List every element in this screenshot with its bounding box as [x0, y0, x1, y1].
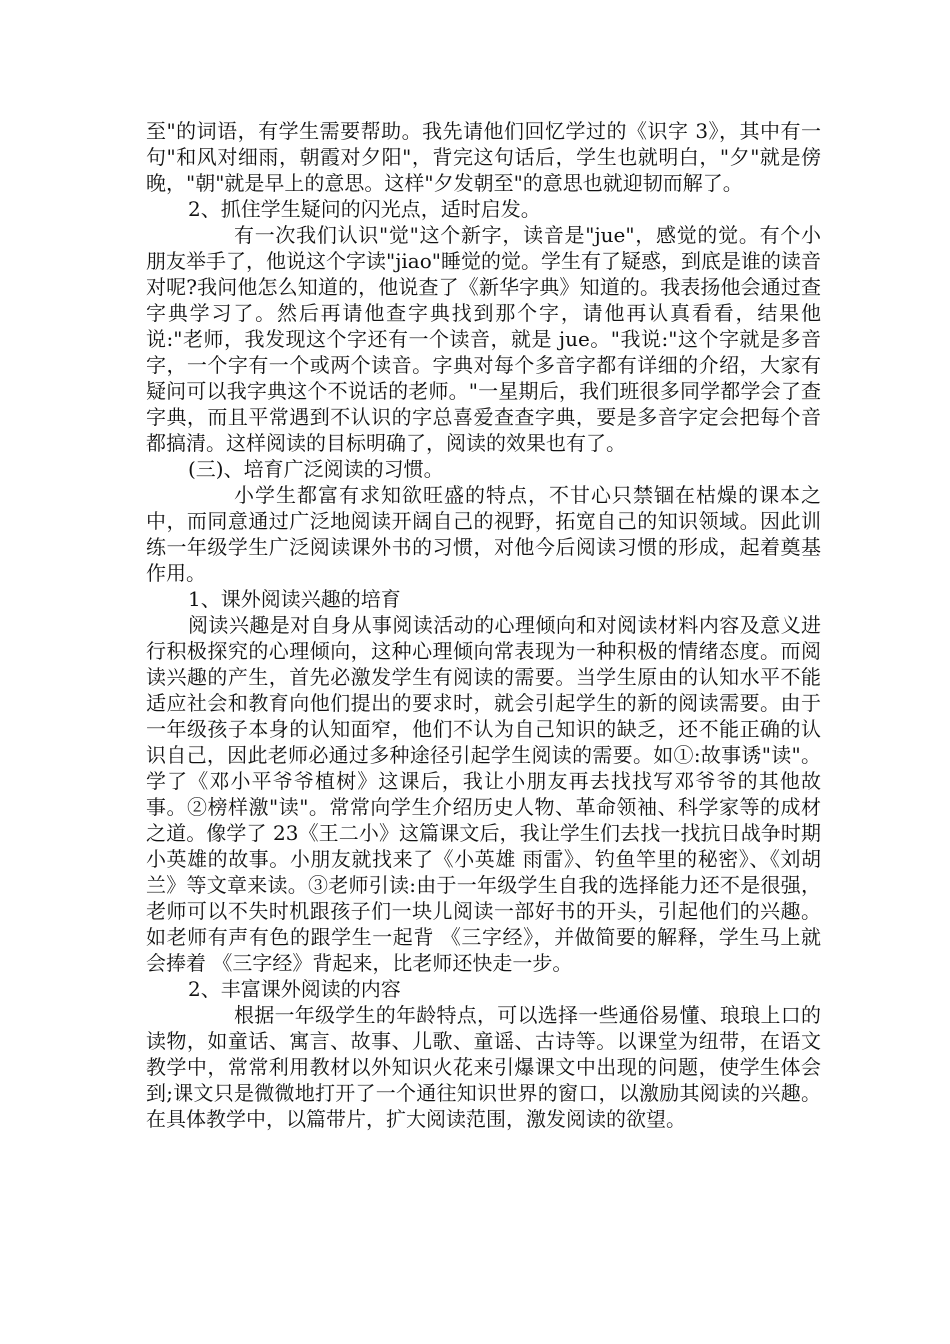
paragraph-7: 阅读兴趣是对自身从事阅读活动的心理倾向和对阅读材料内容及意义进行积极探究的心理倾向，这种心理倾向常表现为一种积极的情绪态度。而阅读兴趣的产生，首先必激发学生有阅读的需要。当学生原由的认知水平不能适应社会和教育向他们提出的要求时，就会引起学生的新的阅读需要。由于一年级孩子本身的认知面窄，他们不认为自己知识的缺乏，还不能正确的认识自己，因此老师必通过多种途径引起学生阅读的需要。如①:故事诱"读"。学了《邓小平爷爷植树》这课后，我让小朋友再去找找写邓爷爷的其他故事。②榜样激"读"。常常向学生介绍历史人物、革命领袖、科学家等的成材之道。像学了 23《王二小》这篇课文后，我让学生们去找一找抗日战争时期小英雄的故事。小朋友就找来了《小英雄 雨雷》、钓鱼竿里的秘密》、《刘胡兰》等文章来读。③老师引读:由于一年级学生自我的选择能力还不是很强，老师可以不失时机跟孩子们一块儿阅读一部好书的开头，引起他们的兴趣。如老师有声有色的跟学生一起背 《三字经》，并做简要的解释，学生马上就会捧着 《三字经》背起来，比老师还快走一步。: [146, 613, 821, 975]
paragraph-3: 有一次我们认识"觉"这个新字，读音是"jue"，感觉的觉。有个小朋友举手了，他说这个字读"jiao"睡觉的觉。学生有了疑惑，到底是谁的读音对呢?我问他怎么知道的，他说查了《新华字典》知道的。我表扬他会通过查字典学习了。然后再请他查字典找到那个字，请他再认真看看，结果他说:"老师，我发现这个字还有一个读音，就是 jue。"我说:"这个字就是多音字，一个字有一个或两个读音。字典对每个多音字都有详细的介绍，大家有疑问可以我字典这个不说话的老师。"一星期后，我们班很多同学都学会了查字典，而且平常遇到不认识的字总喜爱查查字典，要是多音字定会把每个音都搞清。这样阅读的目标明确了，阅读的效果也有了。: [146, 223, 821, 455]
paragraph-6-heading: 1、课外阅读兴趣的培育: [188, 587, 401, 611]
document-body: [146, 118, 821, 1132]
paragraph-4-section-heading: (三)、培育广泛阅读的习惯。: [188, 457, 444, 481]
paragraph-5: 小学生都富有求知欲旺盛的特点，不甘心只禁锢在枯燥的课本之中，而同意通过广泛地阅读开阔自己的视野，拓宽自己的知识领域。因此训练一年级学生广泛阅读课外书的习惯，对他今后阅读习惯的形成，起着奠基作用。: [146, 483, 821, 585]
paragraph-1: 至"的词语，有学生需要帮助。我先请他们回忆学过的《识字 3》，其中有一句"和风对细雨，朝霞对夕阳"，背完这句话后，学生也就明白，"夕"就是傍晚，"朝"就是早上的意思。这样"夕发朝至"的意思也就迎韧而解了。: [146, 119, 821, 195]
paragraph-9: 根据一年级学生的年龄特点，可以选择一些通俗易懂、琅琅上口的读物，如童话、寓言、故事、儿歌、童谣、古诗等。以课堂为纽带，在语文教学中，常常利用教材以外知识火花来引爆课文中出现的问题，使学生体会到;课文只是微微地打开了一个通往知识世界的窗口，以激励其阅读的兴趣。在具体教学中，以篇带片，扩大阅读范围，激发阅读的欲望。: [146, 1003, 821, 1131]
paragraph-2-heading: 2、抓住学生疑问的闪光点，适时启发。: [188, 197, 541, 221]
paragraph-8-heading: 2、丰富课外阅读的内容: [188, 977, 401, 1001]
